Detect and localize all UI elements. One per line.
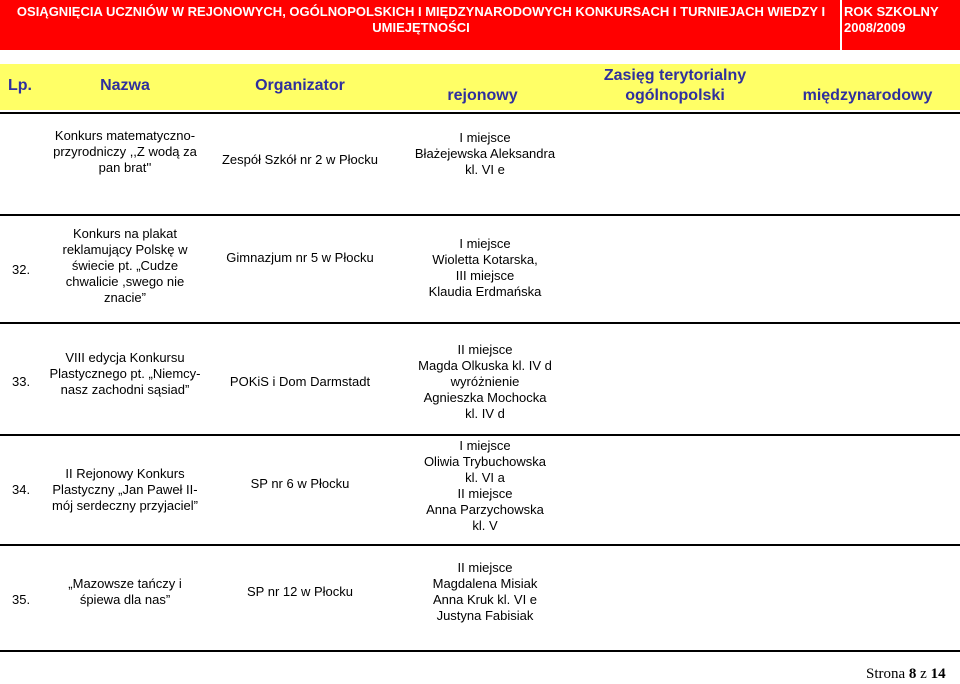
row-lp: 35. <box>12 592 31 607</box>
nazwa-line: chwalicie ,swego nie <box>65 274 185 289</box>
nazwa-line: reklamujący Polskę w <box>62 242 188 257</box>
banner-divider <box>840 0 842 50</box>
rejonowy-line: kl. V <box>472 518 498 533</box>
rejonowy-line: Magda Olkuska kl. IV d <box>418 358 552 373</box>
nazwa-line: śpiewa dla nas” <box>79 592 171 607</box>
school-year-value: 2008/2009 <box>844 20 906 35</box>
rejonowy-line: Wioletta Kotarska, <box>432 252 538 267</box>
row-divider <box>0 322 960 324</box>
organizator-line: Zespół Szkół nr 2 w Płocku <box>221 152 379 167</box>
school-year-label: ROK SZKOLNY <box>844 4 939 19</box>
rejonowy-line: kl. IV d <box>465 406 505 421</box>
rejonowy-line: I miejsce <box>459 236 511 251</box>
row-organizator <box>210 250 390 266</box>
nazwa-line: przyrodniczy ,,Z wodą za <box>53 144 197 159</box>
row-divider <box>0 650 960 652</box>
rejonowy-line: kl. VI e <box>465 162 505 177</box>
row-rejonowy <box>380 236 590 300</box>
row-lp: 34. <box>12 482 31 497</box>
page-number <box>866 666 946 683</box>
nazwa-line: nasz zachodni sąsiad” <box>60 382 190 397</box>
rejonowy-line: I miejsce <box>459 130 511 145</box>
school-year <box>844 4 960 36</box>
rejonowy-line: Klaudia Erdmańska <box>428 284 542 299</box>
page-current: 8 <box>908 666 917 682</box>
report-banner <box>0 0 960 50</box>
header-ogolnopolski: ogólnopolski <box>625 87 725 104</box>
row-organizator <box>210 584 390 600</box>
rejonowy-line: Justyna Fabisiak <box>436 608 534 623</box>
rejonowy-line: II miejsce <box>457 486 513 501</box>
header-zasieg: Zasięg terytorialny <box>603 67 747 84</box>
rejonowy-line: I miejsce <box>459 438 511 453</box>
organizator-line: Gimnazjum nr 5 w Płocku <box>226 250 374 265</box>
nazwa-line: „Mazowsze tańczy i <box>68 576 182 591</box>
nazwa-line: Konkurs matematyczno- <box>54 128 196 143</box>
page-of: z <box>920 666 927 682</box>
row-lp: 32. <box>12 262 31 277</box>
row-nazwa <box>40 128 210 176</box>
rejonowy-line: III miejsce <box>455 268 515 283</box>
row-lp: 33. <box>12 374 31 389</box>
nazwa-line: świecie pt. „Cudze <box>71 258 179 273</box>
nazwa-line: Plastyczny „Jan Paweł II- <box>52 482 198 497</box>
row-rejonowy <box>380 560 590 624</box>
rejonowy-line: II miejsce <box>457 560 513 575</box>
nazwa-line: mój serdeczny przyjaciel” <box>52 498 198 513</box>
report-title <box>0 4 842 36</box>
row-nazwa <box>40 350 210 398</box>
row-organizator <box>210 374 390 390</box>
nazwa-line: znacie” <box>104 290 146 305</box>
organizator-line: SP nr 12 w Płocku <box>247 584 353 599</box>
rejonowy-line: II miejsce <box>457 342 513 357</box>
report-title-line1: OSIĄGNIĘCIA UCZNIÓW W REJONOWYCH, OGÓLNOPOLSKICH I MIĘDZYNARODOWYCH KONKURSACH I TURNIEJACH WIEDZY I <box>16 4 826 19</box>
header-divider <box>0 112 960 114</box>
organizator-line: SP nr 6 w Płocku <box>250 476 350 491</box>
nazwa-line: II Rejonowy Konkurs <box>65 466 185 481</box>
row-nazwa <box>40 576 210 608</box>
nazwa-line: Konkurs na plakat <box>72 226 178 241</box>
row-rejonowy <box>380 342 590 422</box>
row-organizator <box>210 476 390 492</box>
rejonowy-line: Agnieszka Mochocka <box>423 390 547 405</box>
nazwa-line: VIII edycja Konkursu <box>65 350 185 365</box>
row-nazwa <box>40 226 210 306</box>
row-divider <box>0 214 960 216</box>
rejonowy-line: Magdalena Misiak <box>432 576 538 591</box>
rejonowy-line: kl. VI a <box>465 470 505 485</box>
organizator-line: POKiS i Dom Darmstadt <box>229 374 371 389</box>
row-rejonowy <box>380 438 590 534</box>
row-nazwa <box>40 466 210 514</box>
row-divider <box>0 544 960 546</box>
rejonowy-line: Anna Kruk kl. VI e <box>432 592 538 607</box>
page-total: 14 <box>930 666 946 682</box>
nazwa-line: Plastycznego pt. „Niemcy- <box>49 366 201 381</box>
table-header <box>0 64 960 110</box>
rejonowy-line: Oliwia Trybuchowska <box>423 454 547 469</box>
header-miedzynarodowy: międzynarodowy <box>802 87 933 104</box>
report-title-line2: UMIEJĘTNOŚCI <box>372 20 470 35</box>
row-organizator <box>210 152 390 168</box>
header-lp: Lp. <box>8 77 32 94</box>
rejonowy-line: Anna Parzychowska <box>426 502 544 517</box>
header-nazwa: Nazwa <box>100 77 150 94</box>
header-organizator: Organizator <box>255 77 345 94</box>
rejonowy-line: wyróżnienie <box>450 374 520 389</box>
nazwa-line: pan brat'' <box>98 160 152 175</box>
page-label: Strona <box>866 666 906 682</box>
header-rejonowy: rejonowy <box>447 87 518 104</box>
row-divider <box>0 434 960 436</box>
rejonowy-line: Błażejewska Aleksandra <box>414 146 556 161</box>
row-rejonowy <box>380 130 590 178</box>
